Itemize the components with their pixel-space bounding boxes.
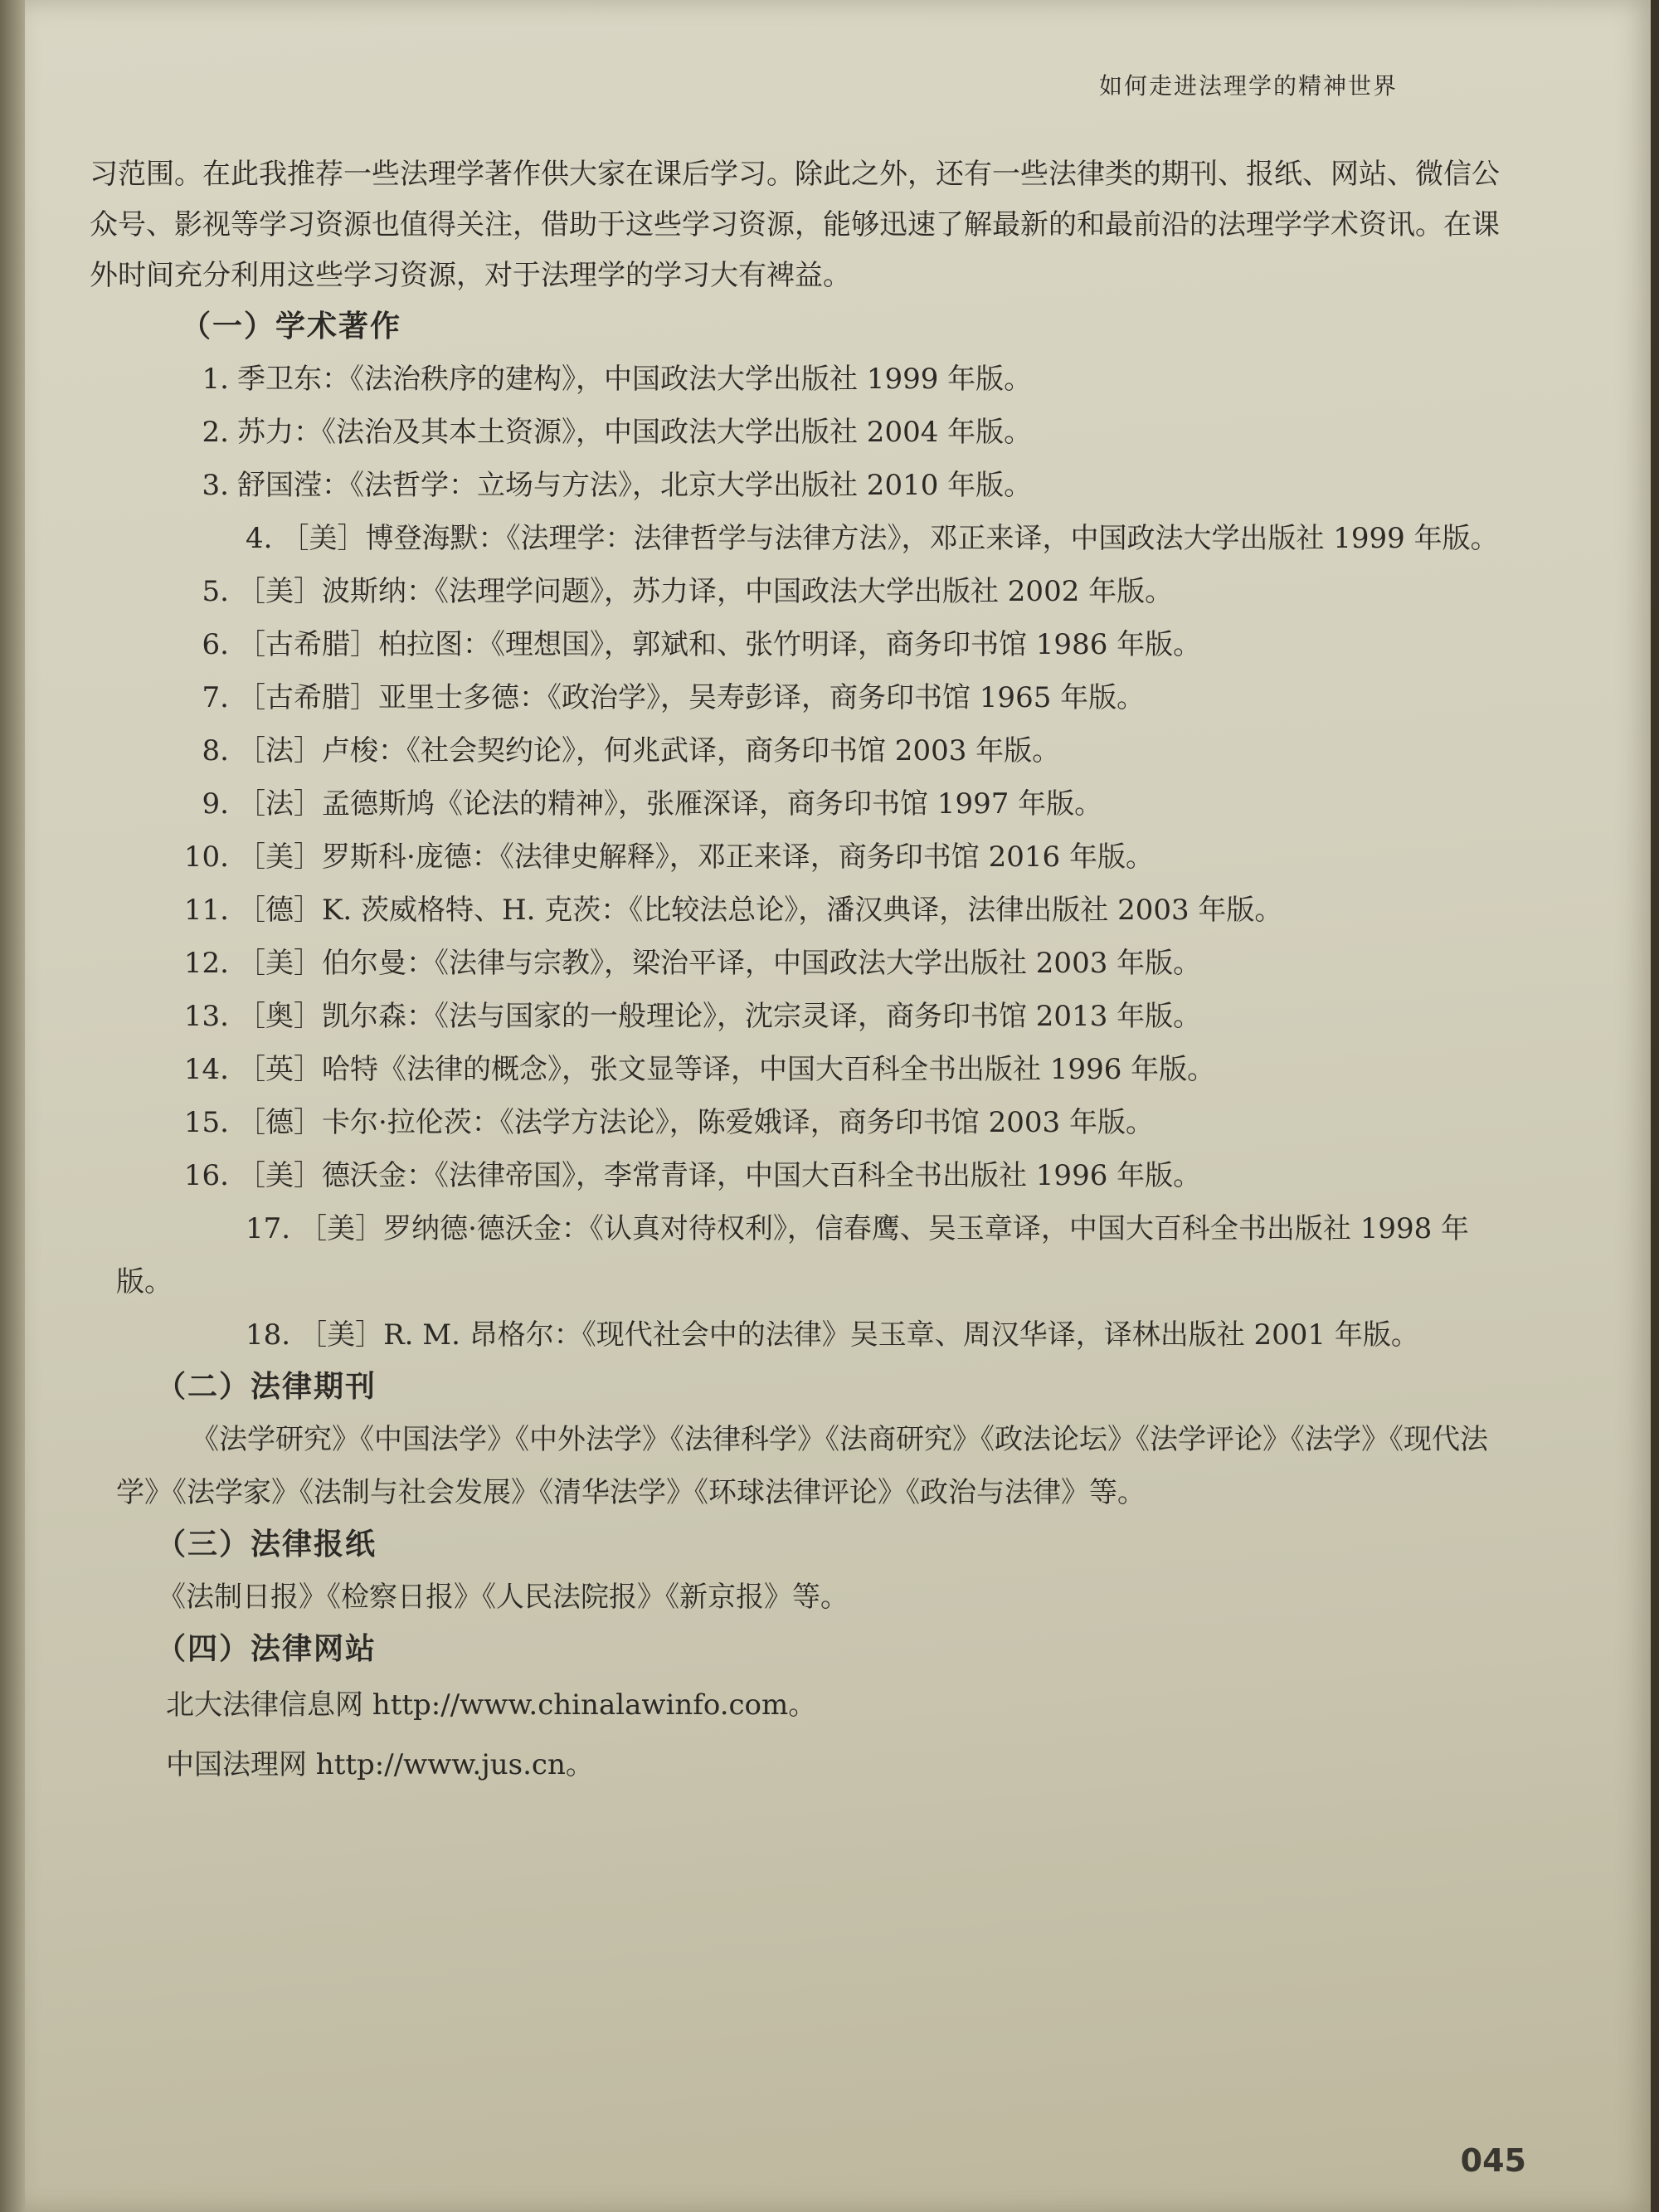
book-list: [90, 353, 1516, 1362]
book-item-text: ［美］伯尔曼：《法律与宗教》，梁治平译，中国政法大学出版社 2003 年版。: [237, 947, 1202, 980]
book-item-text: 苏力：《法治及其本土资源》，中国政法大学出版社 2004 年版。: [237, 416, 1033, 449]
book-item-text: ［法］卢梭：《社会契约论》，何兆武译，商务印书馆 2003 年版。: [237, 734, 1061, 767]
book-item: [90, 1202, 1516, 1308]
book-item: [90, 1096, 1516, 1149]
book-item-number: 1.: [202, 363, 229, 396]
book-item-text: ［奥］凯尔森：《法与国家的一般理论》，沈宗灵译，商务印书馆 2013 年版。: [237, 1000, 1202, 1033]
book-item-text: 季卫东：《法治秩序的建构》，中国政法大学出版社 1999 年版。: [237, 363, 1033, 396]
page-number: 045: [1460, 2142, 1526, 2179]
book-item-number: 10.: [183, 840, 229, 874]
book-item-text: ［德］K. 茨威格特、H. 克茨：《比较法总论》，潘汉典译，法律出版社 2003 年版。: [237, 894, 1283, 927]
book-item-number: 14.: [183, 1053, 229, 1086]
book-item-number: 8.: [202, 734, 229, 767]
book-item-text: ［美］波斯纳：《法理学问题》，苏力译，中国政法大学出版社 2002 年版。: [237, 575, 1174, 608]
book-item-number: 6.: [202, 628, 229, 661]
website-item: 北大法律信息网 http://www.chinalawinfo.com。: [166, 1688, 817, 1722]
book-item-text: ［美］博登海默：《法理学：法律哲学与法律方法》，邓正来译，中国政法大学出版社 1999 年版。: [280, 522, 1499, 555]
book-item: [90, 512, 1516, 565]
book-item-text: ［美］德沃金：《法律帝国》，李常青译，中国大百科全书出版社 1996 年版。: [237, 1159, 1202, 1192]
book-item-number: 17.: [246, 1212, 291, 1245]
book-item-number: 9.: [202, 787, 229, 821]
running-head: 如何走进法理学的精神世界: [1098, 72, 1398, 100]
section-heading-journals: （二）法律期刊: [156, 1370, 377, 1404]
website-item: 中国法理网 http://www.jus.cn。: [166, 1748, 594, 1781]
book-item: [90, 831, 1516, 884]
section-heading-books: （一）学术著作: [181, 309, 402, 343]
book-item-text: ［美］罗纳德·德沃金：《认真对待权利》，信春鹰、吴玉章译，中国大百科全书出版社 1998 年版。: [116, 1212, 1470, 1298]
book-item: [90, 406, 1516, 459]
book-item: [90, 671, 1516, 724]
book-item-number: 18.: [246, 1318, 291, 1352]
book-page: [25, 0, 1651, 2212]
book-item-text: ［美］R. M. 昂格尔：《现代社会中的法律》吴玉章、周汉华译，译林出版社 2001 年版。: [299, 1318, 1419, 1352]
book-item-text: ［古希腊］亚里士多德：《政治学》，吴寿彭译，商务印书馆 1965 年版。: [237, 681, 1146, 714]
book-item-number: 5.: [202, 575, 229, 608]
book-item-text: ［法］孟德斯鸠《论法的精神》，张雁深译，商务印书馆 1997 年版。: [237, 787, 1103, 821]
book-item: [90, 353, 1516, 406]
book-item-text: 舒国滢：《法哲学：立场与方法》，北京大学出版社 2010 年版。: [237, 469, 1033, 502]
book-item: [90, 565, 1516, 618]
book-item-number: 11.: [183, 894, 229, 927]
book-item-number: 4.: [246, 522, 273, 555]
page-content: [90, 149, 1516, 1795]
book-item: [90, 884, 1516, 937]
newspapers-paragraph: 《法制日报》《检察日报》《人民法院报》《新京报》等。: [158, 1581, 849, 1614]
book-item: [90, 724, 1516, 777]
book-item: [90, 777, 1516, 831]
intro-paragraph: 习范围。在此我推荐一些法理学著作供大家在课后学习。除此之外，还有一些法律类的期刊、报纸、网站、微信公众号、影视等学习资源也值得关注，借助于这些学习资源，能够迅速了解最新的和最前沿的法理学学术资讯。在课外时间充分利用这些学习资源，对于法理学的学习大有裨益。: [90, 158, 1500, 292]
book-item-text: ［德］卡尔·拉伦茨：《法学方法论》，陈爱娥译，商务印书馆 2003 年版。: [237, 1106, 1154, 1139]
book-item-number: 3.: [202, 469, 229, 502]
book-item-number: 12.: [183, 947, 229, 980]
section-heading-newspapers: （三）法律报纸: [156, 1527, 377, 1562]
book-item: [90, 937, 1516, 990]
book-item-number: 16.: [183, 1159, 229, 1192]
book-item: [90, 618, 1516, 671]
book-item-number: 13.: [183, 1000, 229, 1033]
journals-paragraph: 《法学研究》《中国法学》《中外法学》《法律科学》《法商研究》《政法论坛》《法学评论》《法学》《现代法学》《法学家》《法制与社会发展》《清华法学》《环球法律评论》《政治与法律》等。: [116, 1423, 1488, 1509]
book-item-text: ［英］哈特《法律的概念》，张文显等译，中国大百科全书出版社 1996 年版。: [237, 1053, 1216, 1086]
section-heading-websites: （四）法律网站: [156, 1632, 377, 1666]
book-item-text: ［古希腊］柏拉图：《理想国》，郭斌和、张竹明译，商务印书馆 1986 年版。: [237, 628, 1202, 661]
book-item: [90, 990, 1516, 1043]
book-item: [90, 1149, 1516, 1202]
book-item-number: 2.: [202, 416, 229, 449]
book-item-number: 7.: [202, 681, 229, 714]
book-item: [90, 459, 1516, 512]
book-item: [90, 1043, 1516, 1096]
book-item-text: ［美］罗斯科·庞德：《法律史解释》，邓正来译，商务印书馆 2016 年版。: [237, 840, 1154, 874]
book-item: [90, 1308, 1516, 1362]
book-item-number: 15.: [183, 1106, 229, 1139]
